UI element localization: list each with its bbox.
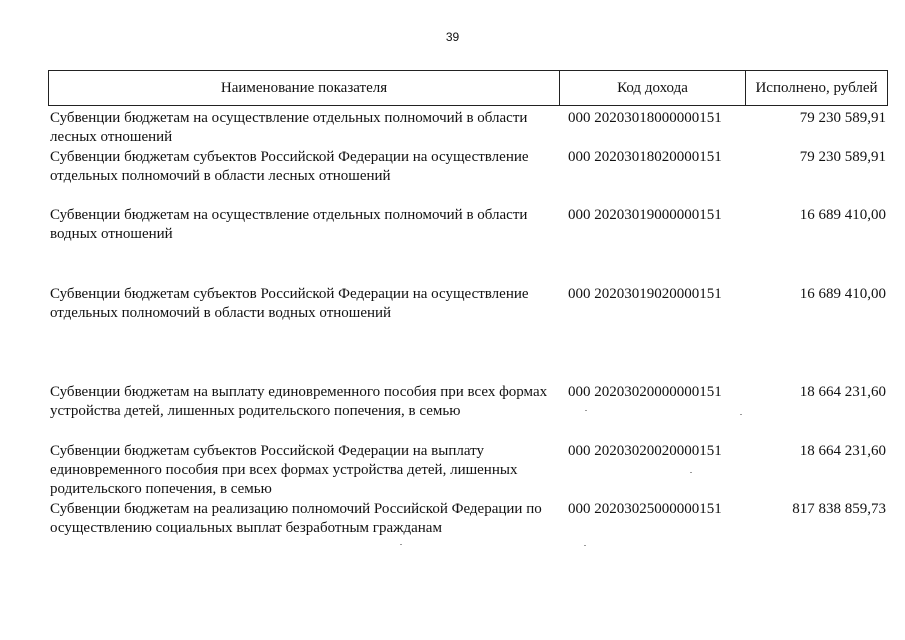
page-number: 39	[445, 30, 460, 44]
row-amount: 16 689 410,00	[799, 286, 886, 302]
row-amount: 18 664 231,60	[799, 443, 886, 459]
row-amount: 79 230 589,91	[799, 149, 886, 165]
row-amount: 18 664 231,60	[799, 384, 886, 400]
row-name: Субвенции бюджетам субъектов Российской Федерации на осуществление отдельных полномочий в области водных отношений	[50, 286, 529, 321]
row-name: Субвенции бюджетам субъектов Российской Федерации на осуществление отдельных полномочий в области лесных отношений	[50, 149, 529, 184]
row-amount: 817 838 859,73	[792, 501, 886, 517]
row-amount: 79 230 589,91	[799, 110, 886, 126]
header-name: Наименование показателя	[49, 71, 560, 105]
scan-speck	[584, 545, 586, 546]
row-name: Субвенции бюджетам на осуществление отдельных полномочий в области лесных отношений	[50, 110, 528, 145]
scan-speck	[400, 544, 402, 545]
row-code: 000 20203018000000151	[568, 110, 722, 126]
row-code: 000 20203025000000151	[568, 501, 722, 517]
row-code: 000 20203020020000151	[568, 443, 722, 459]
row-code: 000 20203018020000151	[568, 149, 722, 165]
row-name: Субвенции бюджетам на выплату единовременного пособия при всех формах устройства детей, лишенных родительского попечения, в семью	[50, 384, 548, 419]
table-header	[48, 70, 888, 106]
row-code: 000 20203020000000151	[568, 384, 722, 400]
row-amount: 16 689 410,00	[799, 207, 886, 223]
row-name: Субвенции бюджетам на реализацию полномочий Российской Федерации по осуществлению социальных выплат безработным гражданам	[50, 501, 542, 536]
row-name: Субвенции бюджетам субъектов Российской Федерации на выплату единовременного пособия при всех формах устройства детей, лишенных родительского попечения, в семью	[50, 443, 518, 497]
scan-speck	[740, 414, 742, 415]
scan-speck	[585, 410, 587, 411]
row-name: Субвенции бюджетам на осуществление отдельных полномочий в области водных отношений	[50, 207, 528, 242]
scan-speck	[690, 472, 692, 473]
row-code: 000 20203019020000151	[568, 286, 722, 302]
row-code: 000 20203019000000151	[568, 207, 722, 223]
header-amount: Исполнено, рублей	[755, 79, 878, 96]
header-code: Код дохода	[560, 71, 746, 105]
